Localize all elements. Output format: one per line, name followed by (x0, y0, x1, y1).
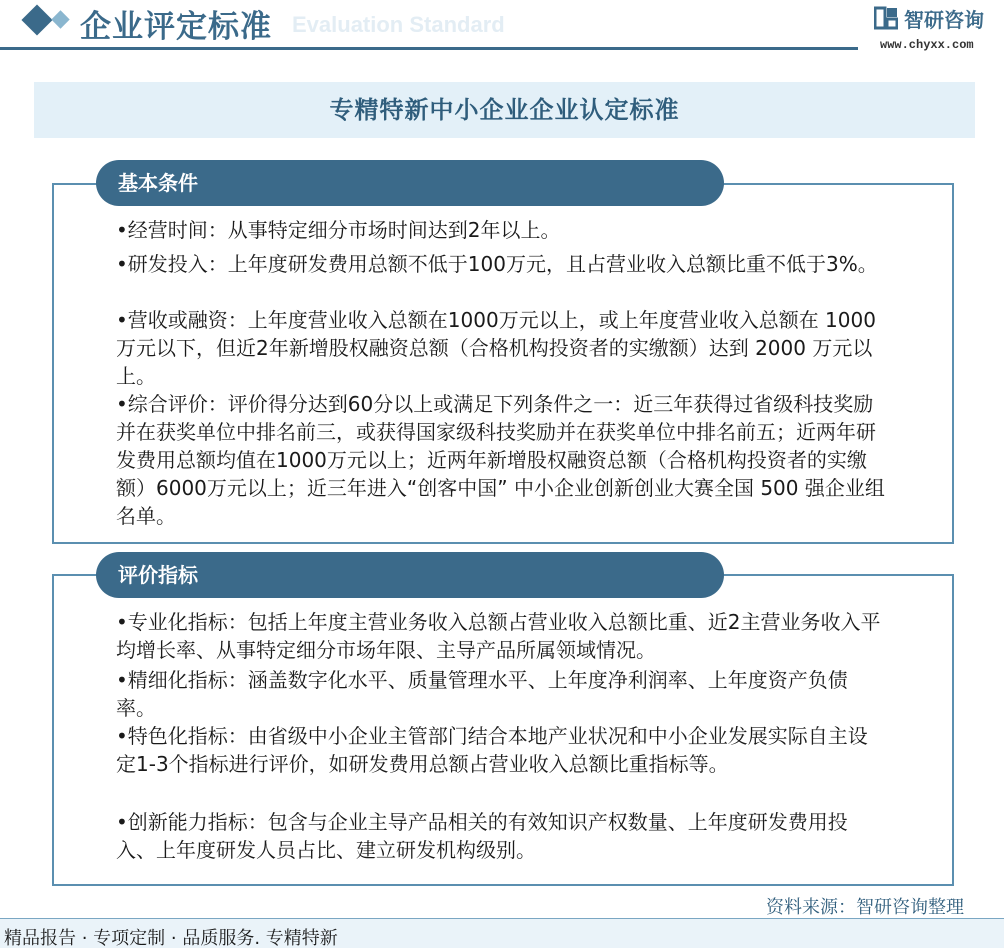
footer-slogan: 精品报告 · 专项定制 · 品质服务. 专精特新 (4, 928, 338, 949)
diamond-small-icon (51, 10, 69, 28)
chyxx-logo-icon (874, 6, 898, 30)
list-item: •经营时间：从事特定细分市场时间达到2年以上。 (116, 218, 561, 242)
header-divider (0, 47, 858, 50)
diamond-icon (21, 4, 52, 35)
brand-name: 智研咨询 (904, 8, 984, 32)
tab-evaluation-indicators: 评价指标 (96, 552, 724, 598)
main-title-band (34, 82, 975, 138)
list-item: •综合评价：评价得分达到60分以上或满足下列条件之一：近三年获得过省级科技奖励并在获奖单位中排名前三，或获得国家级科技奖励并在获奖单位中排名前五；近两年研发费用总额均值在1000万元以上；近两年新增股权融资总额（合格机构投资者的实缴额）6000万元以上；近三年进入“创客中国” 中小企业创新创业大赛全国 500 强企业组名单。 (116, 392, 885, 528)
list-item: •营收或融资：上年度营业收入总额在1000万元以上，或上年度营业收入总额在 1000 万元以下，但近2年新增股权融资总额（合格机构投资者的实缴额）达到 2000 万元以上。 (116, 308, 876, 388)
brand-url: www.chyxx.com (880, 38, 974, 52)
header-watermark: Evaluation Standard (292, 12, 505, 37)
list-item: •研发投入：上年度研发费用总额不低于100万元，且占营业收入总额比重不低于3%。 (116, 252, 878, 276)
list-item: •精细化指标：涵盖数字化水平、质量管理水平、上年度净利润率、上年度资产负债率。 (116, 668, 848, 720)
list-item: •特色化指标：由省级中小企业主管部门结合本地产业状况和中小企业发展实际自主设定1-3个指标进行评价，如研发费用总额占营业收入总额比重指标等。 (116, 724, 868, 776)
list-item: •专业化指标：包括上年度主营业务收入总额占营业收入总额比重、近2主营业务收入平均增长率、从事特定细分市场年限、主导产品所属领域情况。 (116, 610, 881, 662)
page-header (0, 0, 1004, 60)
main-title: 专精特新中小企业企业认定标准 (329, 96, 680, 124)
tab-basic-conditions: 基本条件 (96, 160, 724, 206)
source-note: 资料来源：智研咨询整理 (766, 897, 964, 918)
list-item: •创新能力指标：包含与企业主导产品相关的有效知识产权数量、上年度研发费用投入、上年度研发人员占比、建立研发机构级别。 (116, 810, 848, 862)
header-title: 企业评定标准 (80, 9, 272, 45)
